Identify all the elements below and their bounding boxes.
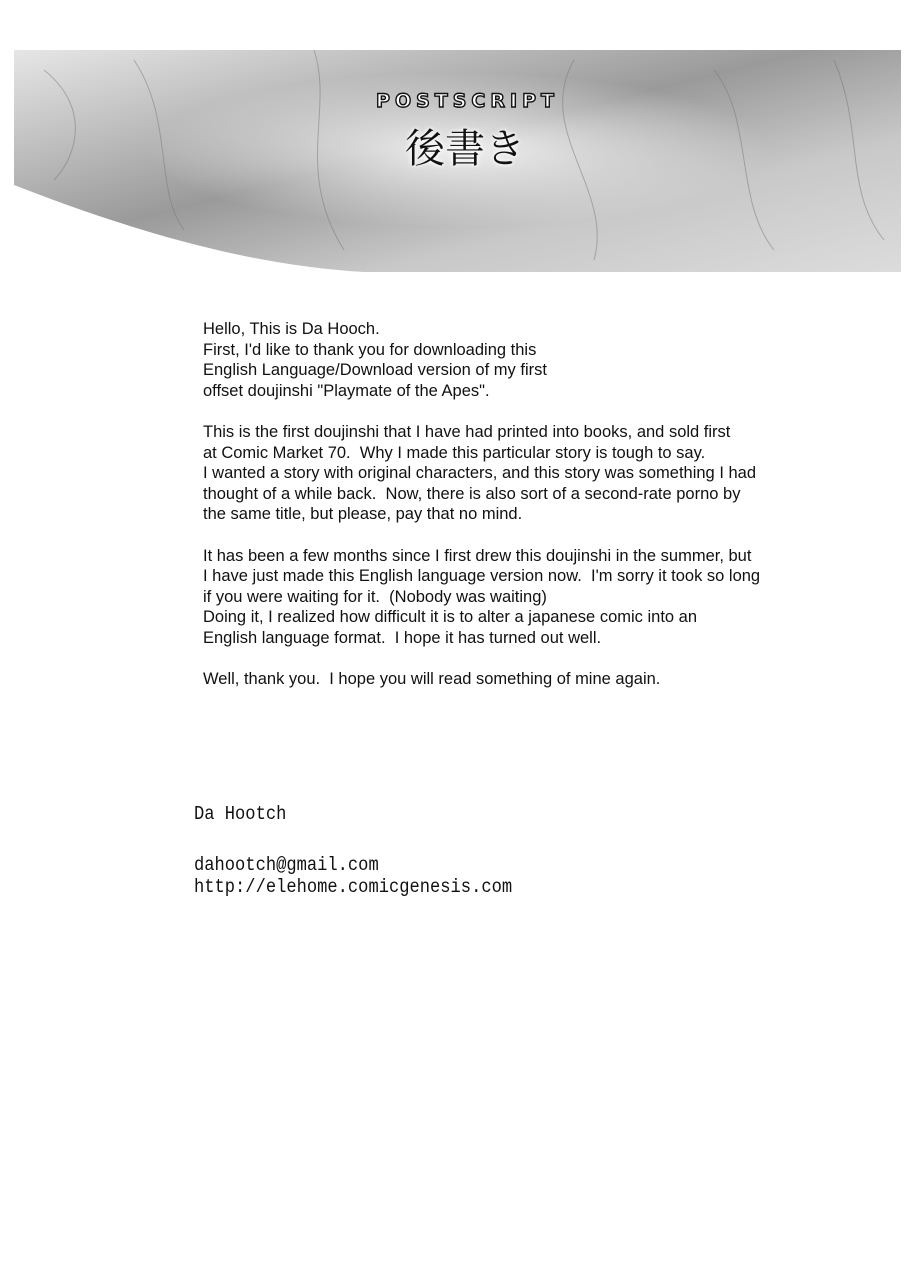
text-line: the same title, but please, pay that no mind. [203,505,523,524]
author-email[interactable]: dahootch@gmail.com [194,854,379,876]
text-line: if you were waiting for it. (Nobody was waiting) [203,587,547,606]
text-line: thought of a while back. Now, there is also sort of a second-rate porno by [203,484,741,503]
text-line: Doing it, I realized how difficult it is to alter a japanese comic into an [203,608,698,627]
paragraph [203,319,760,401]
text-line: Hello, This is Da Hooch. [203,320,380,338]
title-japanese: 後書き [405,126,525,172]
paragraph [203,422,760,525]
text-line: English language format. I hope it has turned out well. [203,628,602,647]
title-english: POSTSCRIPT [376,90,559,112]
text-line: I have just made this English language version now. I'm sorry it took so long [203,567,761,586]
text-line: offset doujinshi "Playmate of the Apes". [203,381,490,400]
text-line: Well, thank you. I hope you will read something of mine again. [203,670,661,689]
paragraph [203,669,760,690]
postscript-body [203,319,760,710]
text-line: First, I'd like to thank you for downloading this [203,340,537,359]
paragraph [203,546,760,649]
text-line: at Comic Market 70. Why I made this particular story is tough to say. [203,443,706,462]
text-line: It has been a few months since I first drew this doujinshi in the summer, but [203,546,752,565]
text-line: I wanted a story with original characters, and this story was something I had [203,464,757,483]
text-line: This is the first doujinshi that I have had printed into books, and sold first [203,422,731,441]
author-name: Da Hootch [194,803,287,825]
author-website[interactable]: http://elehome.comicgenesis.com [194,876,513,898]
text-line: English Language/Download version of my first [203,361,547,380]
signature-block [194,803,512,898]
